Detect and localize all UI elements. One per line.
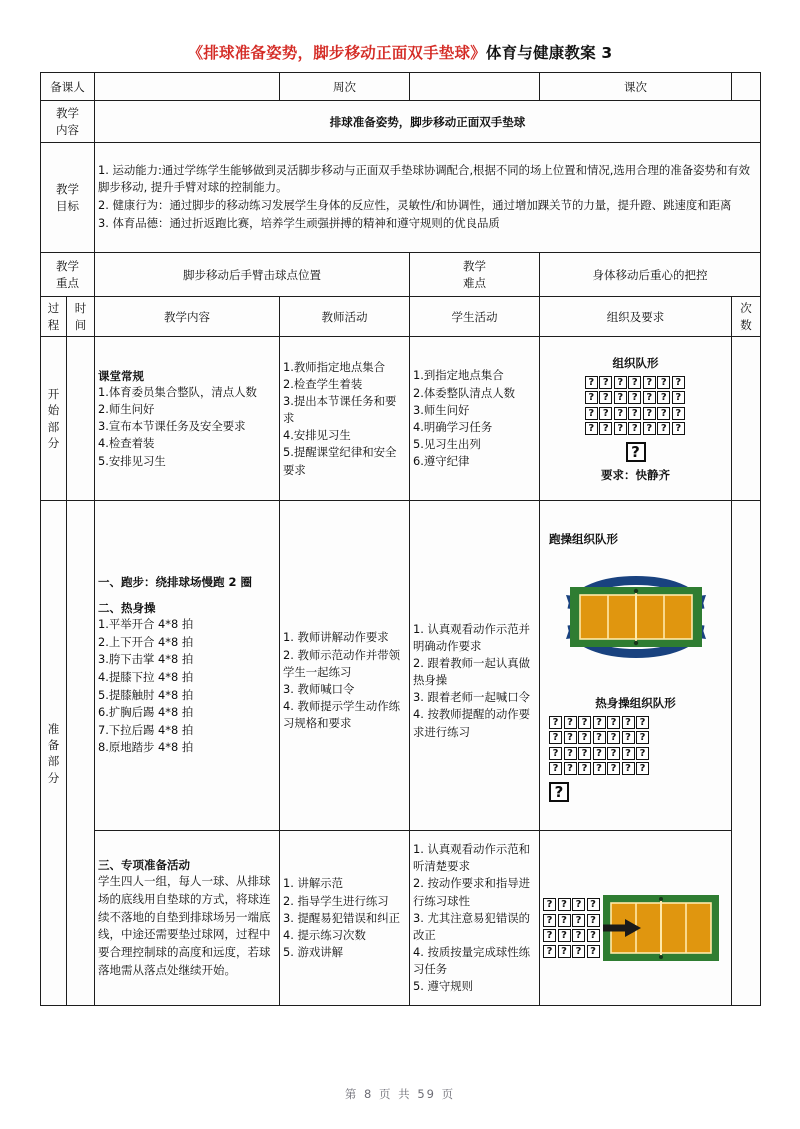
section-content-prepare [95, 501, 280, 831]
column-header-process: 过 程 [41, 297, 67, 337]
list-item: 4. 按质按量完成球性练习任务 [413, 944, 531, 977]
formation-row [543, 391, 728, 404]
special-heading: 三、专项准备活动 [98, 857, 190, 872]
formation-row [543, 407, 728, 420]
court-with-direction-arrow [603, 891, 721, 967]
formation-student-marker: ? [549, 716, 562, 729]
section-time-start [67, 337, 95, 501]
formation-student-marker: ? [628, 407, 641, 420]
formation-student-marker: ? [585, 391, 598, 404]
preparer-label: 备课人 [41, 73, 95, 101]
list-item: 7.下拉后踢 4*8 拍 [98, 722, 194, 737]
list-item: 3.师生问好 [413, 402, 470, 417]
list-item: 3. 跟着老师一起喊口令 [413, 690, 531, 705]
formation-student-marker: ? [643, 407, 656, 420]
column-header-time: 时 间 [67, 297, 95, 337]
formation-student-marker: ? [587, 945, 600, 958]
warmup-heading: 二、热身操 [98, 600, 156, 615]
teaching-content-value: 排球准备姿势，脚步移动正面双手垫球 [95, 101, 761, 143]
list-item: 1.体育委员集合整队，清点人数 [98, 385, 257, 400]
drill-diagram [543, 869, 728, 967]
running-court-diagram [543, 551, 728, 687]
formation-row [549, 716, 728, 729]
formation-student-marker: ? [572, 929, 585, 942]
list-item: 1. 教师讲解动作要求 [283, 630, 389, 645]
section-content-special [95, 831, 280, 1006]
objective-item: 3. 体育品德：通过折返跑比赛，培养学生顽强拼搏的精神和遵守规则的优良品质 [98, 216, 500, 231]
section-label-start: 开 始 部 分 [41, 337, 67, 501]
lesson-label: 课次 [540, 73, 732, 101]
table-row-header-meta [41, 73, 761, 101]
section-content-start [95, 337, 280, 501]
list-item: 2. 教师示范动作并带领学生一起练习 [283, 647, 401, 679]
list-item: 3. 尤其注意易犯错误的改正 [413, 910, 531, 942]
list-item: 5. 遵守规则 [413, 979, 474, 994]
formation-student-marker: ? [614, 391, 627, 404]
column-header-student-activity: 学生活动 [410, 297, 540, 337]
formation-student-marker: ? [593, 716, 606, 729]
section-student-prepare [410, 501, 540, 831]
list-item: 4.明确学习任务 [413, 419, 493, 434]
formation-student-marker: ? [672, 422, 685, 435]
formation-student-marker: ? [657, 422, 670, 435]
table-row-teaching-content [41, 101, 761, 143]
list-item: 3. 提醒易犯错误和纠正 [283, 910, 401, 925]
column-header-teacher-activity: 教师活动 [280, 297, 410, 337]
formation-row [549, 762, 728, 775]
formation-student-marker: ? [643, 376, 656, 389]
formation-student-marker: ? [572, 945, 585, 958]
table-row-section-prepare-a [41, 501, 761, 831]
page-title-highlight: 《排球准备姿势，脚步移动正面双手垫球》 [187, 44, 486, 62]
formation-student-marker: ? [585, 422, 598, 435]
formation-student-marker: ? [607, 731, 620, 744]
formation-student-marker: ? [636, 747, 649, 760]
special-text: 学生四人一组，每人一球、从排球场的底线用自垫球的方式，将球连续不落地的自垫到排球场另一端底线，中途还需要垫过球网，过程中要合理控制球的高度和远度，若球落地需从落点处继续开始。 [98, 873, 271, 978]
lesson-value[interactable] [732, 73, 761, 101]
formation-student-marker: ? [636, 716, 649, 729]
formation-student-marker: ? [672, 376, 685, 389]
section-label-prepare: 准 备 部 分 [41, 501, 67, 1006]
formation-row [549, 747, 728, 760]
difficult-point-value: 身体移动后重心的把控 [540, 253, 761, 297]
formation-student-marker: ? [585, 407, 598, 420]
section-count-start [732, 337, 761, 501]
formation-student-marker: ? [587, 914, 600, 927]
formation-student-marker: ? [543, 945, 556, 958]
formation-row [543, 422, 728, 435]
list-item: 2.检查学生着装 [283, 376, 363, 391]
formation-row [549, 731, 728, 744]
table-row-key-points [41, 253, 761, 297]
formation-student-marker: ? [643, 391, 656, 404]
formation-student-marker: ? [622, 762, 635, 775]
formation-student-marker: ? [622, 731, 635, 744]
formation-row [543, 898, 601, 911]
list-item: 2. 按动作要求和指导进行练习球性 [413, 876, 531, 908]
list-item: 8.原地踏步 4*8 拍 [98, 740, 194, 755]
formation-student-marker: ? [599, 391, 612, 404]
difficult-point-label: 教学 难点 [410, 253, 540, 297]
formation-student-marker: ? [657, 407, 670, 420]
content-heading: 课堂常规 [98, 368, 144, 383]
section-teacher-start [280, 337, 410, 501]
key-point-value: 脚步移动后手臂击球点位置 [95, 253, 410, 297]
table-row-column-headers [41, 297, 761, 337]
key-point-label: 教学 重点 [41, 253, 95, 297]
column-header-organization: 组织及要求 [540, 297, 732, 337]
objective-item: 1. 运动能力:通过学练学生能够做到灵活脚步移动与正面双手垫球协调配合,根据不同的场上位置和情况,选用合理的准备姿势和有效脚步移动, 提升手臂对球的控制能力。 [98, 163, 751, 195]
formation-student-marker: ? [543, 914, 556, 927]
list-item: 5.提膝触肘 4*8 拍 [98, 687, 194, 702]
formation-student-marker: ? [614, 407, 627, 420]
formation-student-marker: ? [593, 762, 606, 775]
list-item: 5.安排见习生 [98, 453, 166, 468]
formation-student-marker: ? [599, 422, 612, 435]
list-item: 4.安排见习生 [283, 428, 351, 443]
list-item: 5.提醒课堂纪律和安全要求 [283, 445, 397, 477]
formation-student-marker: ? [636, 731, 649, 744]
formation-requirement: 要求：快静齐 [601, 467, 670, 482]
formation-row [543, 914, 601, 927]
list-item: 1.平举开合 4*8 拍 [98, 617, 194, 632]
page-title [40, 42, 760, 72]
formation-student-marker: ? [636, 762, 649, 775]
formation-student-marker: ? [572, 914, 585, 927]
list-item: 4. 提示练习次数 [283, 927, 366, 942]
formation-student-marker: ? [578, 762, 591, 775]
run-heading: 一、跑步：绕排球场慢跑 2 圈 [98, 575, 253, 590]
teaching-content-label: 教学 内容 [41, 101, 95, 143]
formation-student-marker: ? [622, 716, 635, 729]
lesson-plan-table [40, 72, 761, 1006]
formation-grid-warmup [543, 716, 728, 802]
formation-student-marker: ? [628, 391, 641, 404]
formation-student-marker: ? [607, 716, 620, 729]
list-item: 4.提膝下拉 4*8 拍 [98, 669, 194, 684]
formation-student-marker: ? [564, 747, 577, 760]
section-time-prepare [67, 501, 95, 1006]
list-item: 4. 按教师提醒的动作要求进行练习 [413, 707, 531, 739]
formation-student-marker: ? [672, 407, 685, 420]
formation-student-marker: ? [657, 376, 670, 389]
formation-row [543, 376, 728, 389]
lesson-plan-sheet [40, 42, 760, 1006]
formation-student-marker: ? [585, 376, 598, 389]
section-organization-start [540, 337, 732, 501]
formation-student-marker: ? [657, 391, 670, 404]
list-item: 3.提出本节课任务和要求 [283, 394, 397, 426]
list-item: 4. 教师提示学生动作练习规格和要求 [283, 698, 401, 730]
list-item: 1. 认真观看动作示范和听清楚要求 [413, 842, 531, 874]
page-footer: 第 8 页 共 59 页 [344, 1087, 456, 1101]
formation-student-marker: ? [614, 376, 627, 389]
list-item: 3. 教师喊口令 [283, 681, 355, 696]
formation-student-marker: ? [543, 929, 556, 942]
formation-student-marker: ? [607, 747, 620, 760]
list-item: 2. 指导学生进行练习 [283, 893, 389, 908]
formation-student-marker: ? [614, 422, 627, 435]
formation-leader-marker: ? [626, 442, 646, 462]
formation-student-marker: ? [564, 762, 577, 775]
week-label: 周次 [280, 73, 410, 101]
formation-student-marker: ? [549, 731, 562, 744]
list-item: 2.上下开合 4*8 拍 [98, 634, 194, 649]
list-item: 1.教师指定地点集合 [283, 359, 385, 374]
formation-student-marker: ? [564, 731, 577, 744]
list-item: 2.体委整队清点人数 [413, 385, 515, 400]
formation-student-marker: ? [593, 747, 606, 760]
list-item: 1.到指定地点集合 [413, 368, 504, 383]
formation-student-marker: ? [643, 422, 656, 435]
list-item: 2.师生问好 [98, 402, 155, 417]
formation-student-marker: ? [578, 731, 591, 744]
formation-student-marker: ? [593, 731, 606, 744]
formation-student-marker: ? [558, 914, 571, 927]
formation-student-marker: ? [549, 762, 562, 775]
list-item: 3.胯下击掌 4*8 拍 [98, 652, 194, 667]
section-student-special [410, 831, 540, 1006]
section-student-start [410, 337, 540, 501]
warmup-list [98, 616, 276, 756]
section-teacher-special [280, 831, 410, 1006]
section-organization-prepare [540, 501, 732, 831]
list-item: 3.宣布本节课任务及安全要求 [98, 419, 246, 434]
formation-student-marker: ? [599, 407, 612, 420]
section-teacher-prepare [280, 501, 410, 831]
formation-student-marker: ? [558, 898, 571, 911]
preparer-value[interactable] [95, 73, 280, 101]
content-list [98, 384, 276, 470]
formation-student-marker: ? [599, 376, 612, 389]
week-value[interactable] [410, 73, 540, 101]
table-row-section-prepare-b [41, 831, 761, 1006]
formation-student-marker: ? [587, 929, 600, 942]
list-item: 2. 跟着教师一起认真做热身操 [413, 656, 531, 688]
list-item: 6.扩胸后踢 4*8 拍 [98, 705, 194, 720]
column-header-teaching-content: 教学内容 [95, 297, 280, 337]
formation-student-marker: ? [564, 716, 577, 729]
formation-leader-row [549, 778, 728, 802]
formation-student-marker: ? [628, 376, 641, 389]
formation-leader-row [543, 438, 728, 462]
formation-student-marker: ? [578, 716, 591, 729]
list-item: 6.遵守纪律 [413, 453, 470, 468]
list-item: 4.检查着装 [98, 436, 155, 451]
formation-student-marker: ? [558, 945, 571, 958]
run-formation-title: 跑操组织队形 [549, 531, 618, 546]
page-title-rest: 体育与健康教案 3 [485, 44, 613, 62]
formation-grid-start [543, 376, 728, 462]
table-row-section-start [41, 337, 761, 501]
column-header-count: 次 数 [732, 297, 761, 337]
formation-student-marker: ? [672, 391, 685, 404]
formation-student-marker: ? [607, 762, 620, 775]
formation-leader-marker: ? [549, 782, 569, 802]
objectives-value [95, 143, 761, 253]
objective-item: 2. 健康行为：通过脚步的移动练习发展学生身体的反应性，灵敏性/和协调性，通过增加踝关节的力量，提升蹬、跳速度和距离 [98, 198, 732, 213]
formation-row [543, 929, 601, 942]
list-item: 5. 游戏讲解 [283, 944, 344, 959]
formation-grid-drill [543, 898, 603, 960]
formation-student-marker: ? [587, 898, 600, 911]
formation-student-marker: ? [578, 747, 591, 760]
section-organization-special [540, 831, 732, 1006]
formation-student-marker: ? [543, 898, 556, 911]
formation-student-marker: ? [572, 898, 585, 911]
formation-title: 组织队形 [612, 356, 659, 371]
formation-row [543, 945, 601, 958]
warmup-formation-title: 热身操组织队形 [595, 696, 676, 711]
section-count-prepare [732, 501, 761, 1006]
formation-student-marker: ? [549, 747, 562, 760]
list-item: 1. 认真观看动作示范并明确动作要求 [413, 621, 531, 653]
table-row-objectives [41, 143, 761, 253]
formation-student-marker: ? [558, 929, 571, 942]
formation-student-marker: ? [628, 422, 641, 435]
list-item: 1. 讲解示范 [283, 876, 344, 891]
list-item: 5.见习生出列 [413, 436, 481, 451]
objectives-label: 教学 目标 [41, 143, 95, 253]
court-with-loop-arrows [550, 553, 722, 681]
formation-student-marker: ? [622, 747, 635, 760]
